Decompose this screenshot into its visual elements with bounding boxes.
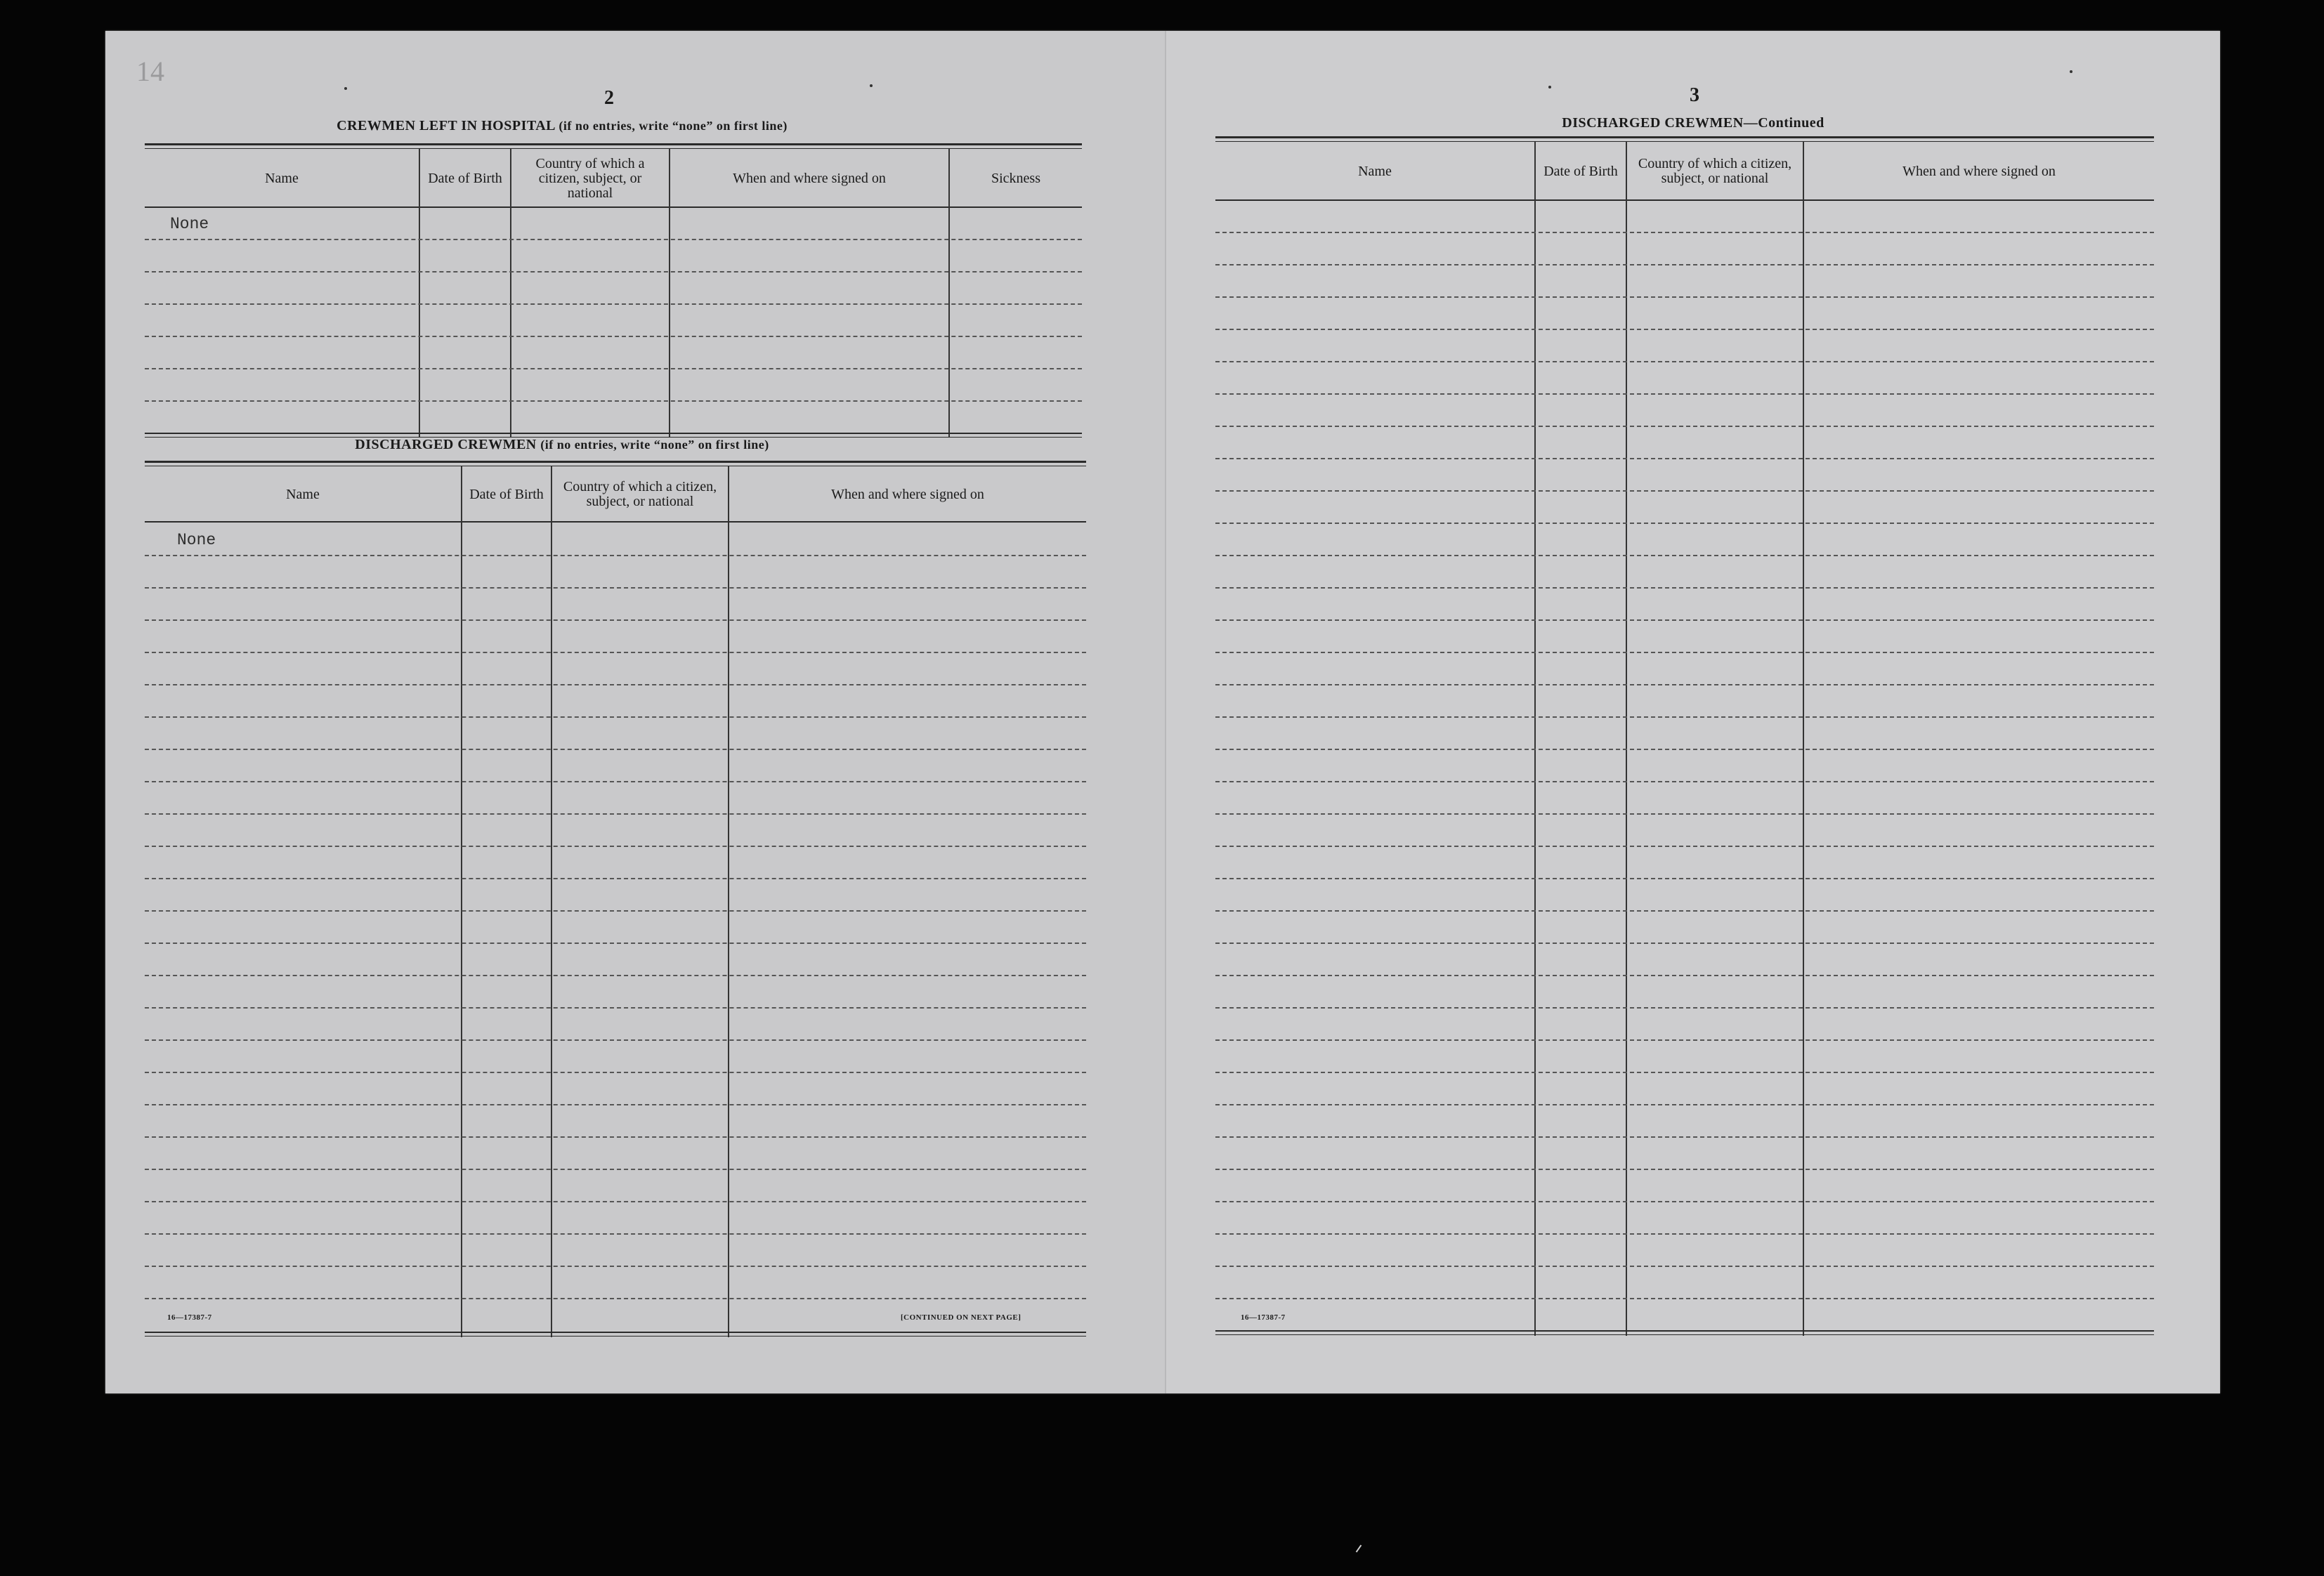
hospital-title-text: CREWMEN LEFT IN HOSPITAL: [337, 118, 555, 133]
col-header-country: Country of which a citizen, subject, or national: [1638, 156, 1792, 186]
discharged-table-right: [1215, 136, 2154, 1341]
col-header-country: Country of which a citizen, subject, or national: [563, 479, 717, 509]
col-header-signed-on: When and where signed on: [733, 170, 886, 186]
margin-mark: 14: [136, 55, 164, 87]
speck: [1548, 86, 1551, 88]
speck: [344, 87, 347, 90]
col-header-date-of-birth: Date of Birth: [1543, 163, 1618, 179]
discharged-title-text: DISCHARGED CREWMEN: [355, 437, 537, 452]
col-header-signed-on: When and where signed on: [1902, 163, 2056, 179]
discharged-instruction: (if no entries, write “none” on first line): [540, 438, 769, 452]
col-header-date-of-birth: Date of Birth: [428, 170, 502, 186]
page-number-2: 2: [604, 87, 614, 109]
form-number: 16—17387-7: [1241, 1313, 1286, 1322]
col-header-name: Name: [286, 486, 320, 502]
continued-note: [CONTINUED ON NEXT PAGE]: [901, 1313, 1021, 1322]
col-header-country: Country of which a citizen, subject, or national: [535, 155, 645, 201]
form-number: 16—17387-7: [167, 1313, 212, 1322]
discharged-continued-title: DISCHARGED CREWMEN—Continued: [1562, 115, 1824, 131]
speck: [2070, 70, 2072, 73]
col-header-sickness: Sickness: [991, 170, 1040, 186]
col-header-name: Name: [1358, 163, 1392, 179]
hospital-entry-none: None: [170, 215, 209, 233]
document-sheet: [105, 31, 2220, 1393]
discharged-entry-none: None: [177, 531, 216, 549]
left-page: [105, 31, 1166, 1393]
hospital-section-title: [211, 118, 913, 134]
hospital-instruction: (if no entries, write “none” on first line): [559, 119, 788, 133]
col-header-date-of-birth: Date of Birth: [469, 486, 544, 502]
right-page: [1166, 31, 2220, 1393]
scan-artifact: [1356, 1545, 1362, 1553]
speck: [870, 84, 873, 87]
page-number-3: 3: [1690, 84, 1699, 106]
hospital-table: [145, 143, 1082, 441]
discharged-section-title: [211, 437, 913, 453]
col-header-signed-on: When and where signed on: [831, 486, 984, 502]
discharged-table-left: [145, 461, 1086, 1343]
col-header-name: Name: [265, 170, 299, 186]
